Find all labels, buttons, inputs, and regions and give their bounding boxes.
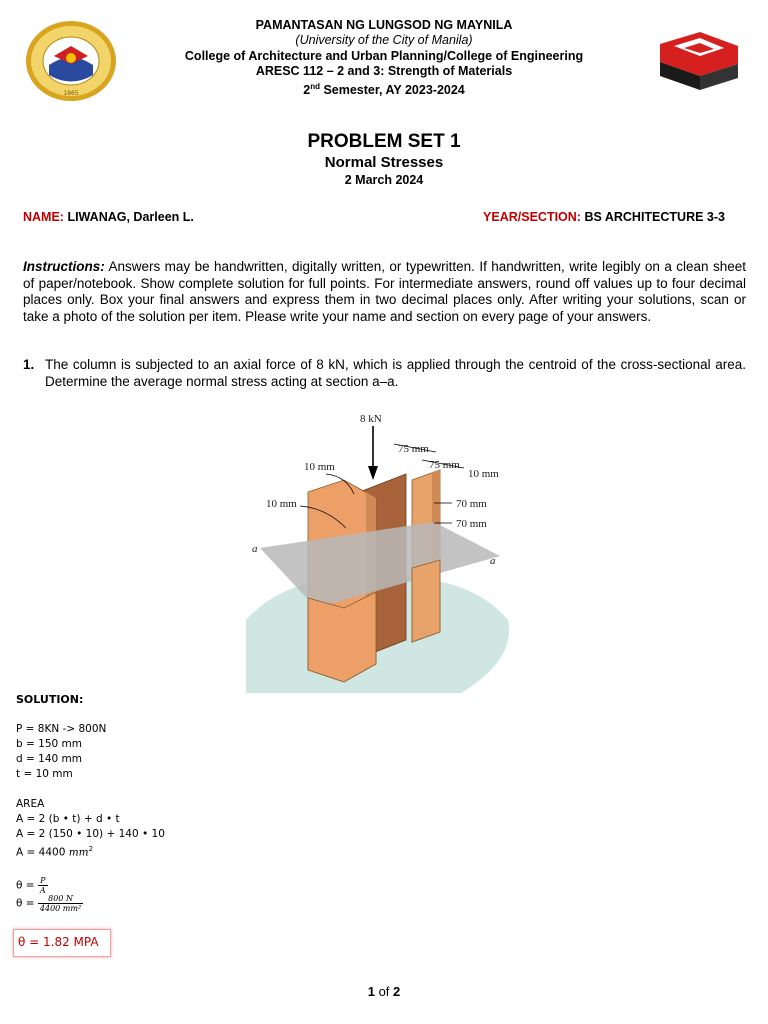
page-date: 2 March 2024 <box>344 173 424 187</box>
semester: 2nd Semester, AY 2023-2024 <box>303 82 465 98</box>
university-english-name: (University of the City of Manila) <box>295 33 473 47</box>
dim-label-10-right: 10 mm <box>468 468 499 480</box>
page-subtitle: Normal Stresses <box>324 154 444 171</box>
title-block <box>0 130 768 188</box>
area-substitution: A = 2 (150 • 10) + 140 • 10 <box>16 828 165 840</box>
problem-text: The column is subjected to an axial force of 8 kN, which is applied through the centroid of the cross-sectional area. Determine the average normal stress acting at section a–a. <box>45 357 746 389</box>
given-b: b = 150 mm <box>16 738 82 750</box>
force-label: 8 kN <box>360 413 382 425</box>
university-seal-icon <box>24 20 118 102</box>
force-arrow-head <box>368 466 378 480</box>
area-heading: AREA <box>16 798 45 810</box>
section-label-right: a <box>490 555 496 567</box>
instructions-text: Answers may be handwritten, digitally written, or typewritten. If handwritten, write legibly on a clean sheet of paper/notebook. Show complete solution for full points. For intermediate answers, round off values up to four decimal places only. Box your final answers and express them in two decimal places only. After writing your solutions, scan or take a photo of the solution per item. Please write your name and section on every page of your answers. <box>23 259 746 324</box>
column-figure <box>246 410 516 693</box>
college-name: College of Architecture and Urban Planning/College of Engineering <box>184 49 584 63</box>
year-value: BS ARCHITECTURE 3-3 <box>584 210 725 224</box>
given-p: P = 8KN -> 800N <box>16 723 107 735</box>
area-formula: A = 2 (b • t) + d • t <box>16 813 120 825</box>
college-logo-icon <box>650 24 744 98</box>
problem-number: 1. <box>23 357 35 372</box>
year-label: YEAR/SECTION: <box>483 210 581 224</box>
svg-text:1965: 1965 <box>63 90 79 97</box>
page-title: PROBLEM SET 1 <box>307 131 461 152</box>
solution <box>16 692 416 916</box>
area-result: A = 4400 $mm^2$ <box>16 845 94 859</box>
student-info <box>23 210 725 224</box>
section-label-left: a <box>252 543 258 555</box>
university-name: PAMANTASAN NG LUNGSOD NG MAYNILA <box>255 18 513 32</box>
lower-back-flange <box>412 560 440 642</box>
year-section <box>483 210 725 224</box>
solution-heading: SOLUTION: <box>16 693 84 706</box>
dim-label-75b: 75 mm <box>429 459 460 471</box>
name-label: NAME: <box>23 210 64 224</box>
stress-substitution: θ = $\frac{800 N}{\text{4400 mm²}}$ <box>16 893 82 913</box>
instructions <box>23 259 746 325</box>
given-t: t = 10 mm <box>16 768 73 780</box>
instructions-label: Instructions: <box>23 259 105 274</box>
final-answer-box: θ = 1.82 MPA <box>13 929 111 957</box>
document-header <box>130 17 638 98</box>
page-number: 1 of 2 <box>367 984 401 999</box>
stress-formula: θ = $\frac{P}{A}$ <box>16 875 46 895</box>
dim-label-10-top: 10 mm <box>304 461 335 473</box>
course-name: ARESC 112 – 2 and 3: Strength of Materials <box>255 64 513 78</box>
name-value: LIWANAG, Darleen L. <box>67 210 194 224</box>
dim-label-70b: 70 mm <box>456 518 487 530</box>
given-d: d = 140 mm <box>16 753 82 765</box>
dim-label-10-left: 10 mm <box>266 498 297 510</box>
problem-1 <box>23 357 746 390</box>
dim-label-75a: 75 mm <box>398 443 429 455</box>
dim-label-70a: 70 mm <box>456 498 487 510</box>
